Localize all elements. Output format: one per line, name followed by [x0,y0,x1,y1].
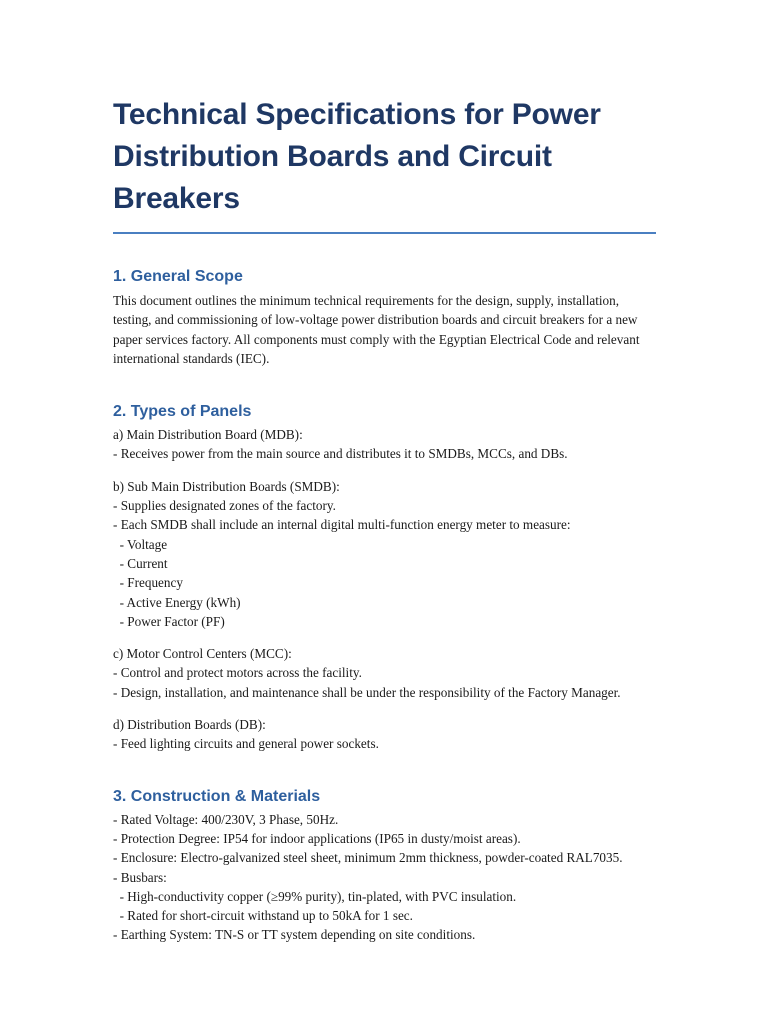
section-paragraph: This document outlines the minimum technical requirements for the design, supply, installation, testing, and commissioning of low-voltage power distribution boards and circuit breakers for a new paper services factory. All components must comply with the Egyptian Electrical Code and relevant international standards (IEC). [113,293,640,366]
document-title: Technical Specifications for Power Distribution Boards and Circuit Breakers [113,98,601,215]
section-heading: 3. Construction & Materials [113,787,321,805]
text-line: - Rated for short-circuit withstand up to 50kA for 1 sec. [113,908,413,924]
text-line: - Feed lighting circuits and general power sockets. [113,736,379,752]
section-heading: 1. General Scope [113,268,243,285]
panel-block-mcc [113,644,656,702]
text-line: - High-conductivity copper (≥99% purity), tin-plated, with PVC insulation. [113,888,517,904]
panel-block-db [113,715,656,754]
panel-block-mdb [113,425,656,464]
section-heading: 2. Types of Panels [113,403,252,421]
text-line: - Busbars: [113,869,167,885]
text-line: - Each SMDB shall include an internal digital multi-function energy meter to measure: [113,517,571,533]
text-line: - Current [113,555,168,571]
text-line: - Supplies designated zones of the factory. [113,498,336,514]
section-types-of-panels [113,402,656,753]
text-line: - Enclosure: Electro-galvanized steel sheet, minimum 2mm thickness, powder-coated RAL7035. [113,850,623,866]
section-body [113,810,656,945]
text-line: b) Sub Main Distribution Boards (SMDB): [113,478,340,494]
section-general-scope [113,267,656,368]
text-line: - Voltage [113,536,168,552]
text-line: a) Main Distribution Board (MDB): [113,427,303,443]
text-line: - Protection Degree: IP54 for indoor applications (IP65 in dusty/moist areas). [113,830,521,846]
text-line: c) Motor Control Centers (MCC): [113,646,292,662]
section-body [113,425,656,753]
panel-block-smdb [113,477,656,631]
document-page [113,94,656,945]
section-construction-materials [113,787,656,945]
title-divider [113,232,656,234]
text-line: - Control and protect motors across the facility. [113,665,362,681]
text-line: - Receives power from the main source and distributes it to SMDBs, MCCs, and DBs. [113,446,568,462]
text-line: - Power Factor (PF) [113,613,225,629]
text-line: - Active Energy (kWh) [113,594,241,610]
text-line: - Earthing System: TN-S or TT system depending on site conditions. [113,927,476,943]
text-line: - Frequency [113,575,183,591]
text-line: d) Distribution Boards (DB): [113,717,266,733]
text-line: - Rated Voltage: 400/230V, 3 Phase, 50Hz. [113,811,339,827]
text-line: - Design, installation, and maintenance shall be under the responsibility of the Factory Manager. [113,684,621,700]
